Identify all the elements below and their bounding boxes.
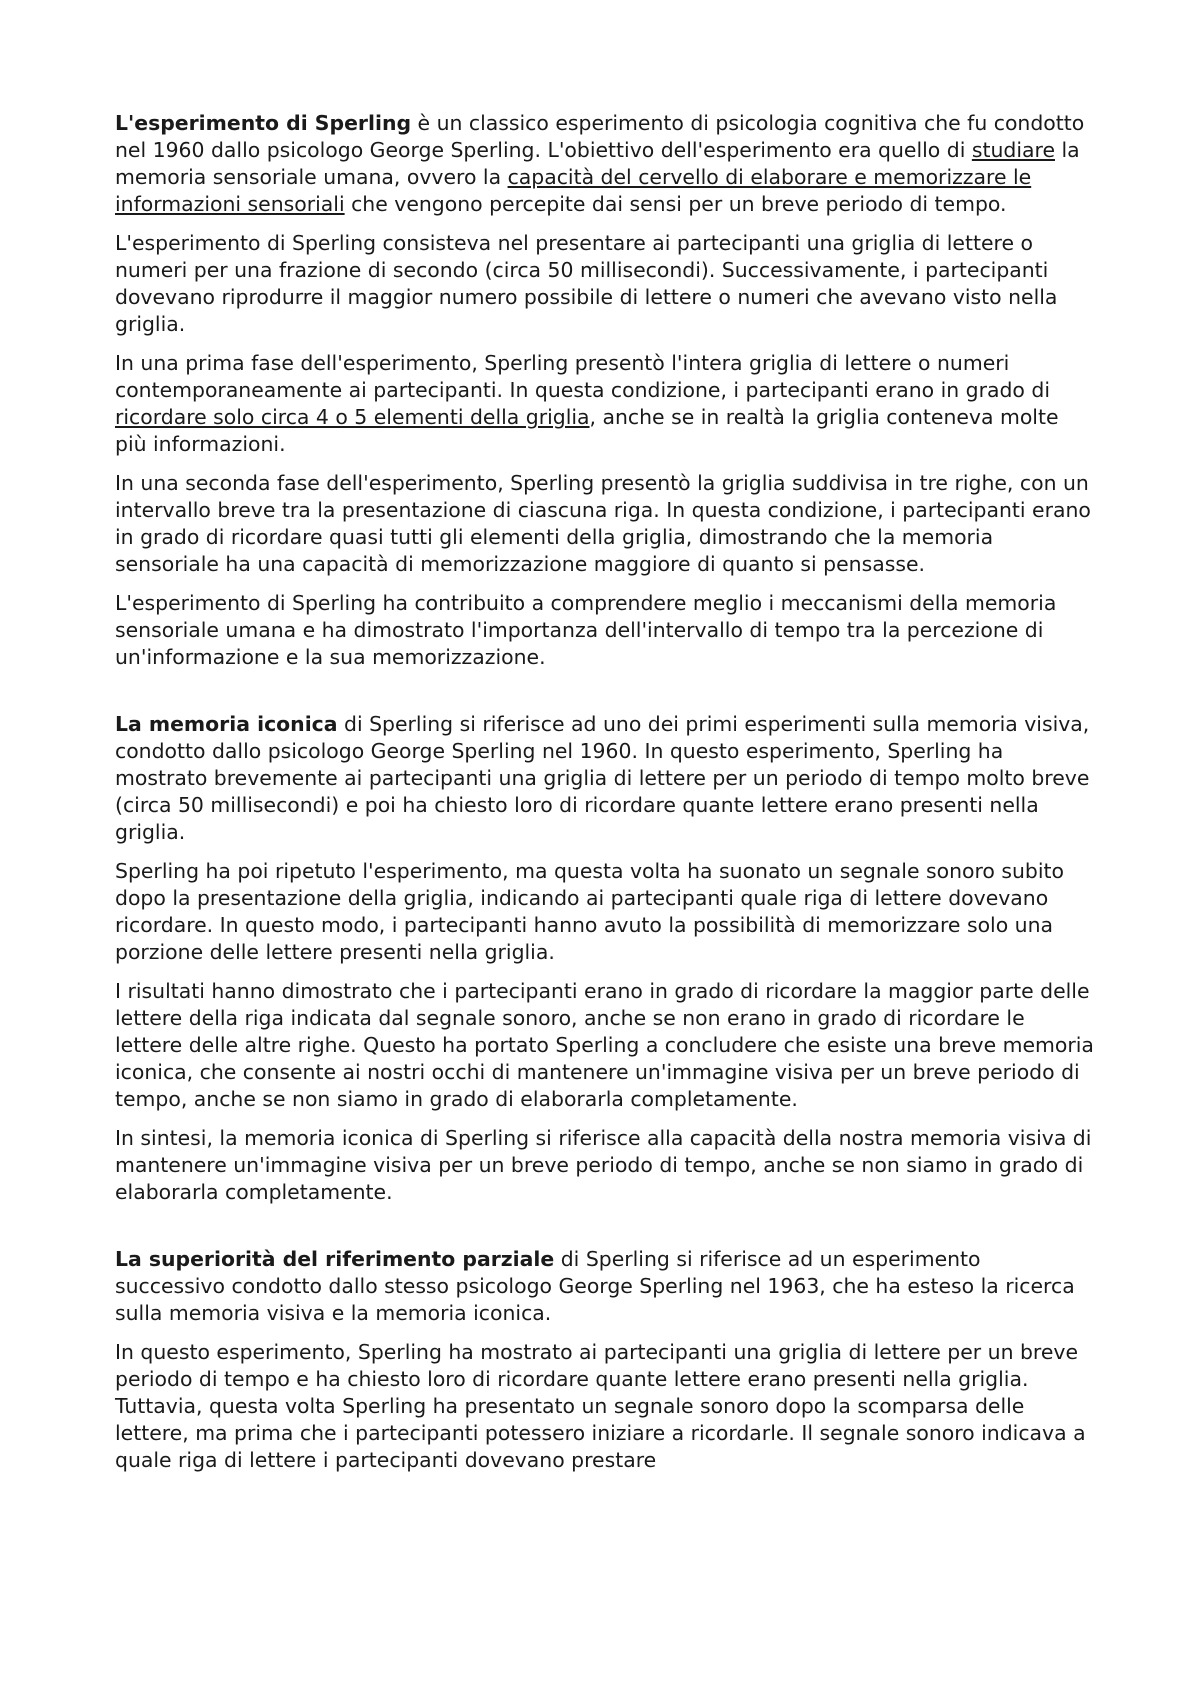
paragraph: In una seconda fase dell'esperimento, Sperling presentò la griglia suddivisa in tre righe, con un intervallo breve tra la presentazione di ciascuna riga. In questa condizione, i partecipanti erano in grado di ricordare quasi tutti gli elementi della griglia, dimostrando che la memoria sensoriale ha una capacità di memorizzazione maggiore di quanto si pensasse.	[115, 471, 1091, 576]
section-heading: L'esperimento di Sperling	[115, 111, 412, 135]
paragraph	[115, 711, 1095, 846]
underlined-text: studiare	[971, 138, 1055, 162]
section-partial-report	[115, 1246, 1095, 1474]
paragraph: In questo esperimento, Sperling ha mostrato ai partecipanti una griglia di lettere per un breve periodo di tempo e ha chiesto loro di ricordare quante lettere erano presenti nella griglia. Tuttavia, questa volta Sperling ha presentato un segnale sonoro dopo la scomparsa delle lettere, ma prima che i partecipanti potessero iniziare a ricordarle. Il segnale sonoro indicava a quale riga di lettere i partecipanti dovevano prestare	[115, 1340, 1086, 1472]
text-run: di Sperling si riferisce ad un esperimento successivo condotto dallo stesso psicologo George Sperling nel 1963, che ha esteso la ricerca sulla memoria visiva e la memoria iconica.	[115, 1247, 1075, 1325]
text-run: , anche se in realtà la griglia conteneva molte più informazioni.	[115, 405, 1059, 456]
paragraph: I risultati hanno dimostrato che i partecipanti erano in grado di ricordare la maggior parte delle lettere della riga indicata dal segnale sonoro, anche se non erano in grado di ricordare le lettere delle altre righe. Questo ha portato Sperling a concludere che esiste una breve memoria iconica, che consente ai nostri occhi di mantenere un'immagine visiva per un breve periodo di tempo, anche se non siamo in grado di elaborarla completamente.	[115, 979, 1094, 1111]
section-sperling-experiment	[115, 110, 1095, 671]
underlined-text: capacità del cervello di elaborare e memorizzare le informazioni sensoriali	[115, 165, 1032, 216]
text-run: la memoria sensoriale umana, ovvero la	[115, 138, 1080, 189]
section-heading: La superiorità del riferimento parziale	[115, 1247, 555, 1271]
section-iconic-memory	[115, 711, 1095, 1206]
paragraph: In sintesi, la memoria iconica di Sperling si riferisce alla capacità della nostra memoria visiva di mantenere un'immagine visiva per un breve periodo di tempo, anche se non siamo in grado di elaborarla completamente.	[115, 1126, 1092, 1204]
paragraph: L'esperimento di Sperling consisteva nel presentare ai partecipanti una griglia di lettere o numeri per una frazione di secondo (circa 50 millisecondi). Successivamente, i partecipanti dovevano riprodurre il maggior numero possibile di lettere o numeri che avevano visto nella griglia.	[115, 231, 1058, 336]
text-run: che vengono percepite dai sensi per un breve periodo di tempo.	[344, 192, 1007, 216]
paragraph	[115, 110, 1095, 218]
underlined-text: ricordare solo circa 4 o 5 elementi della griglia	[115, 405, 590, 429]
paragraph	[115, 1246, 1095, 1327]
section-heading: La memoria iconica	[115, 712, 338, 736]
paragraph: L'esperimento di Sperling ha contribuito a comprendere meglio i meccanismi della memoria sensoriale umana e ha dimostrato l'importanza dell'intervallo di tempo tra la percezione di un'informazione e la sua memorizzazione.	[115, 591, 1057, 669]
paragraph: Sperling ha poi ripetuto l'esperimento, ma questa volta ha suonato un segnale sonoro subito dopo la presentazione della griglia, indicando ai partecipanti quale riga di lettere dovevano ricordare. In questo modo, i partecipanti hanno avuto la possibilità di memorizzare solo una porzione delle lettere presenti nella griglia.	[115, 859, 1064, 964]
text-run: In una prima fase dell'esperimento, Sperling presentò l'intera griglia di lettere o numeri contemporaneamente ai partecipanti. In questa condizione, i partecipanti erano in grado di	[115, 351, 1051, 402]
text-run: di Sperling si riferisce ad uno dei primi esperimenti sulla memoria visiva, condotto dallo psicologo George Sperling nel 1960. In questo esperimento, Sperling ha mostrato brevemente ai partecipanti una griglia di lettere per un periodo di tempo molto breve (circa 50 millisecondi) e poi ha chiesto loro di ricordare quante lettere erano presenti nella griglia.	[115, 712, 1090, 844]
document-page	[115, 110, 1095, 1486]
text-run: è un classico esperimento di psicologia cognitiva che fu condotto nel 1960 dallo psicologo George Sperling. L'obiettivo dell'esperimento era quello di	[115, 111, 1085, 162]
paragraph	[115, 350, 1095, 458]
